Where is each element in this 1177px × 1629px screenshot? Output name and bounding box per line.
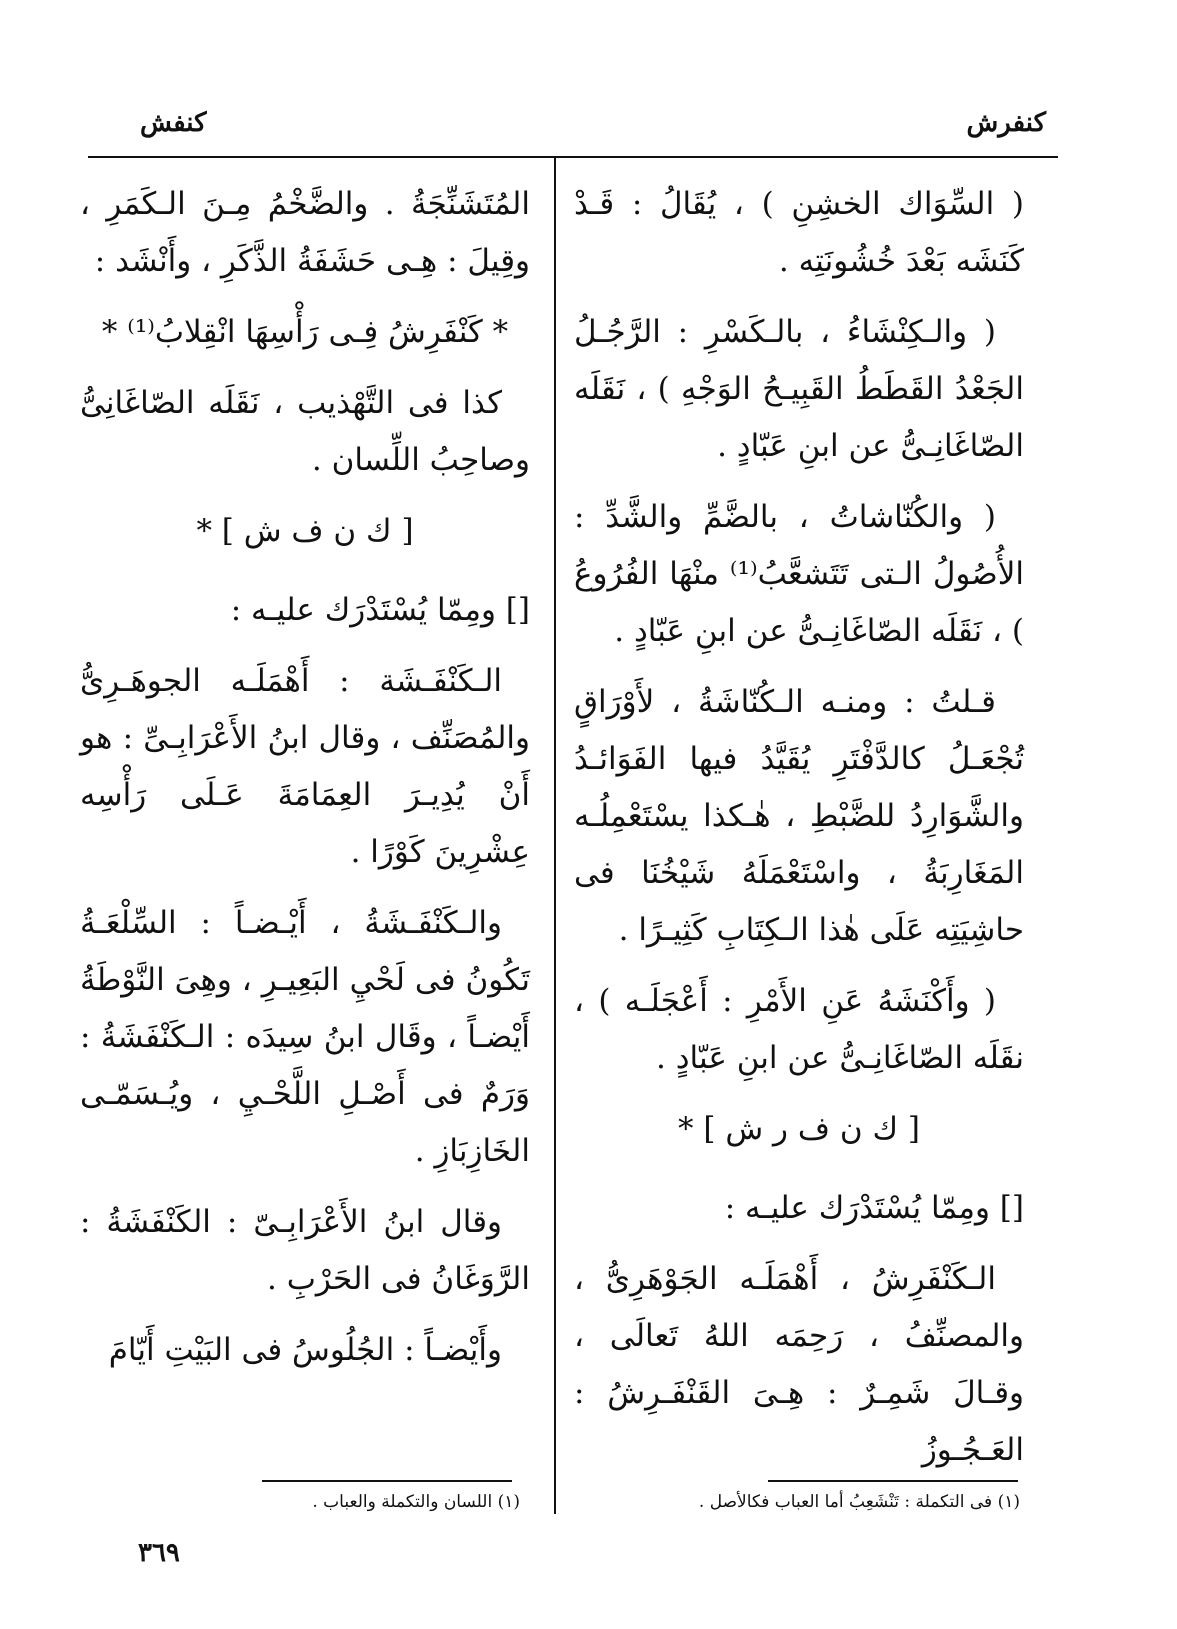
- mustadrak-line: [] ومِمّا يُسْتَدْرَك عليـه :: [230, 592, 530, 628]
- left-column: [80, 176, 530, 1393]
- mustadrak-line: [] ومِمّا يُسْتَدْرَك عليـه :: [724, 1190, 1024, 1226]
- entry-paragraph: والـكَنْفَـشَةُ ، أَيْـضـاً : السِّلْعَـةُ تَكُونُ فى لَحْيِ البَعِيـرِ ، وهِىَ النَّوْطَةُ أَيْضـاً ، وقَال ابنُ سِيدَه : الـكَنْفَشَةُ : وَرَمٌ فى أَصْـلِ اللَّحْـيِ ، ويُـسَمّـى الخَازِبَازِ .: [80, 905, 530, 1169]
- entry-paragraph: وأَيْضـاً : الجُلُوسُ فى البَيْتِ أَيّامَ: [108, 1332, 502, 1368]
- entry-heading: [ ك ن ف ر ش ] *: [678, 1111, 920, 1147]
- entry-paragraph: الـكَنْفَرِشُ ، أَهْمَلَـه الجَوْهَرِىُّ ، والمصنِّفُ ، رَحِمَه اللهُ تَعالَى ، وقـالَ شَمِـرٌ : هِـىَ القَنْفَـرِشُ : العَـجُـوزُ: [574, 1261, 1024, 1468]
- footnote-right: (١) فى التكملة : تَنْشَعِبُ أما العباب فكالأصل .: [698, 1492, 1020, 1512]
- footnote-left: (١) اللسان والتكملة والعباب .: [312, 1492, 520, 1512]
- page-number: ٣٦٩: [138, 1538, 180, 1568]
- entry-paragraph: قـلتُ : ومنـه الـكُنّاشَةُ ، لأَوْرَاقٍ تُجْعَـلُ كالدَّفْتَرِ يُقَيَّدُ فيها الفَوَائـدُ والشَّوَارِدُ للضَّبْطِ ، هٰـكذا يسْتَعْمِلُـه المَغَارِبَةُ ، واسْتَعْمَلَهُ شَيْخُنَا فى حاشِيَتِه عَلَى هٰذا الـكِتَابِ كَثِيـرًا .: [574, 684, 1024, 948]
- entry-paragraph: ( والـكِنْشَاءُ ، بالـكَسْرِ : الرَّجُـلُ الجَعْدُ القَطَطُ القَبِيـحُ الوَجْهِ ) ، نَقَلَه الصّاغَانِـىُّ عن ابنِ عَبّادٍ .: [574, 314, 1024, 464]
- running-header-left: كنفش: [140, 108, 207, 138]
- column-divider: [554, 156, 556, 1514]
- entry-paragraph: المُتَشَنِّجَةُ . والضَّخْمُ مِـنَ الـكَمَرِ ، وقِيلَ : هِـى حَشَفَةُ الذَّكَرِ ، وأَنْشَد :: [80, 186, 530, 279]
- entry-paragraph: ( وأَكْنَشَهُ عَنِ الأَمْرِ : أَعْجَلَـه ) ، نقَلَه الصّاغَانِـىُّ عن ابنِ عَبّادٍ .: [574, 983, 1024, 1076]
- entry-heading: [ ك ن ف ش ] *: [196, 513, 414, 549]
- entry-paragraph: ( السِّوَاك الخشِنِ ) ، يُقَالُ : قَـدْ كَنَشَه بَعْدَ خُشُونَتِه .: [574, 186, 1024, 279]
- header-rule: [88, 156, 1058, 158]
- running-header-right: كنفرش: [966, 108, 1046, 138]
- verse-line: * كَنْفَرِشُ فِـى رَأْسِهَا انْقِلابُ⁽¹⁾ *: [101, 314, 509, 350]
- right-column: [574, 176, 1024, 1493]
- entry-paragraph: وقال ابنُ الأَعْرَابِـىّ : الكَنْفَشَةُ : الرَّوَغَانُ فى الحَرْبِ .: [80, 1204, 530, 1297]
- footnote-rule-left: [262, 1480, 512, 1482]
- entry-paragraph: الـكَنْفَـشَة : أَهْمَلَـه الجوهَـرِىُّ والمُصَنِّف ، وقال ابنُ الأَعْرَابِـىِّ : هو أَنْ يُدِيـرَ العِمَامَةَ عَـلَى رَأْسِه عِشْرِينَ كَوْرًا .: [80, 663, 530, 870]
- footnote-rule-right: [768, 1480, 1018, 1482]
- entry-paragraph: ( والكُنّاشاتُ ، بالضَّمِّ والشَّدِّ : الأُصُولُ الـتى تَتَشعَّبُ⁽¹⁾ منْهَا الفُرُوعُ ) ، نَقَلَه الصّاغَانِـىُّ عن ابنِ عَبّادٍ .: [574, 499, 1025, 649]
- entry-paragraph: كذا فى التَّهْذيب ، نَقَلَه الصّاغَانِىُّ وصاحِبُ اللِّسان .: [80, 385, 530, 478]
